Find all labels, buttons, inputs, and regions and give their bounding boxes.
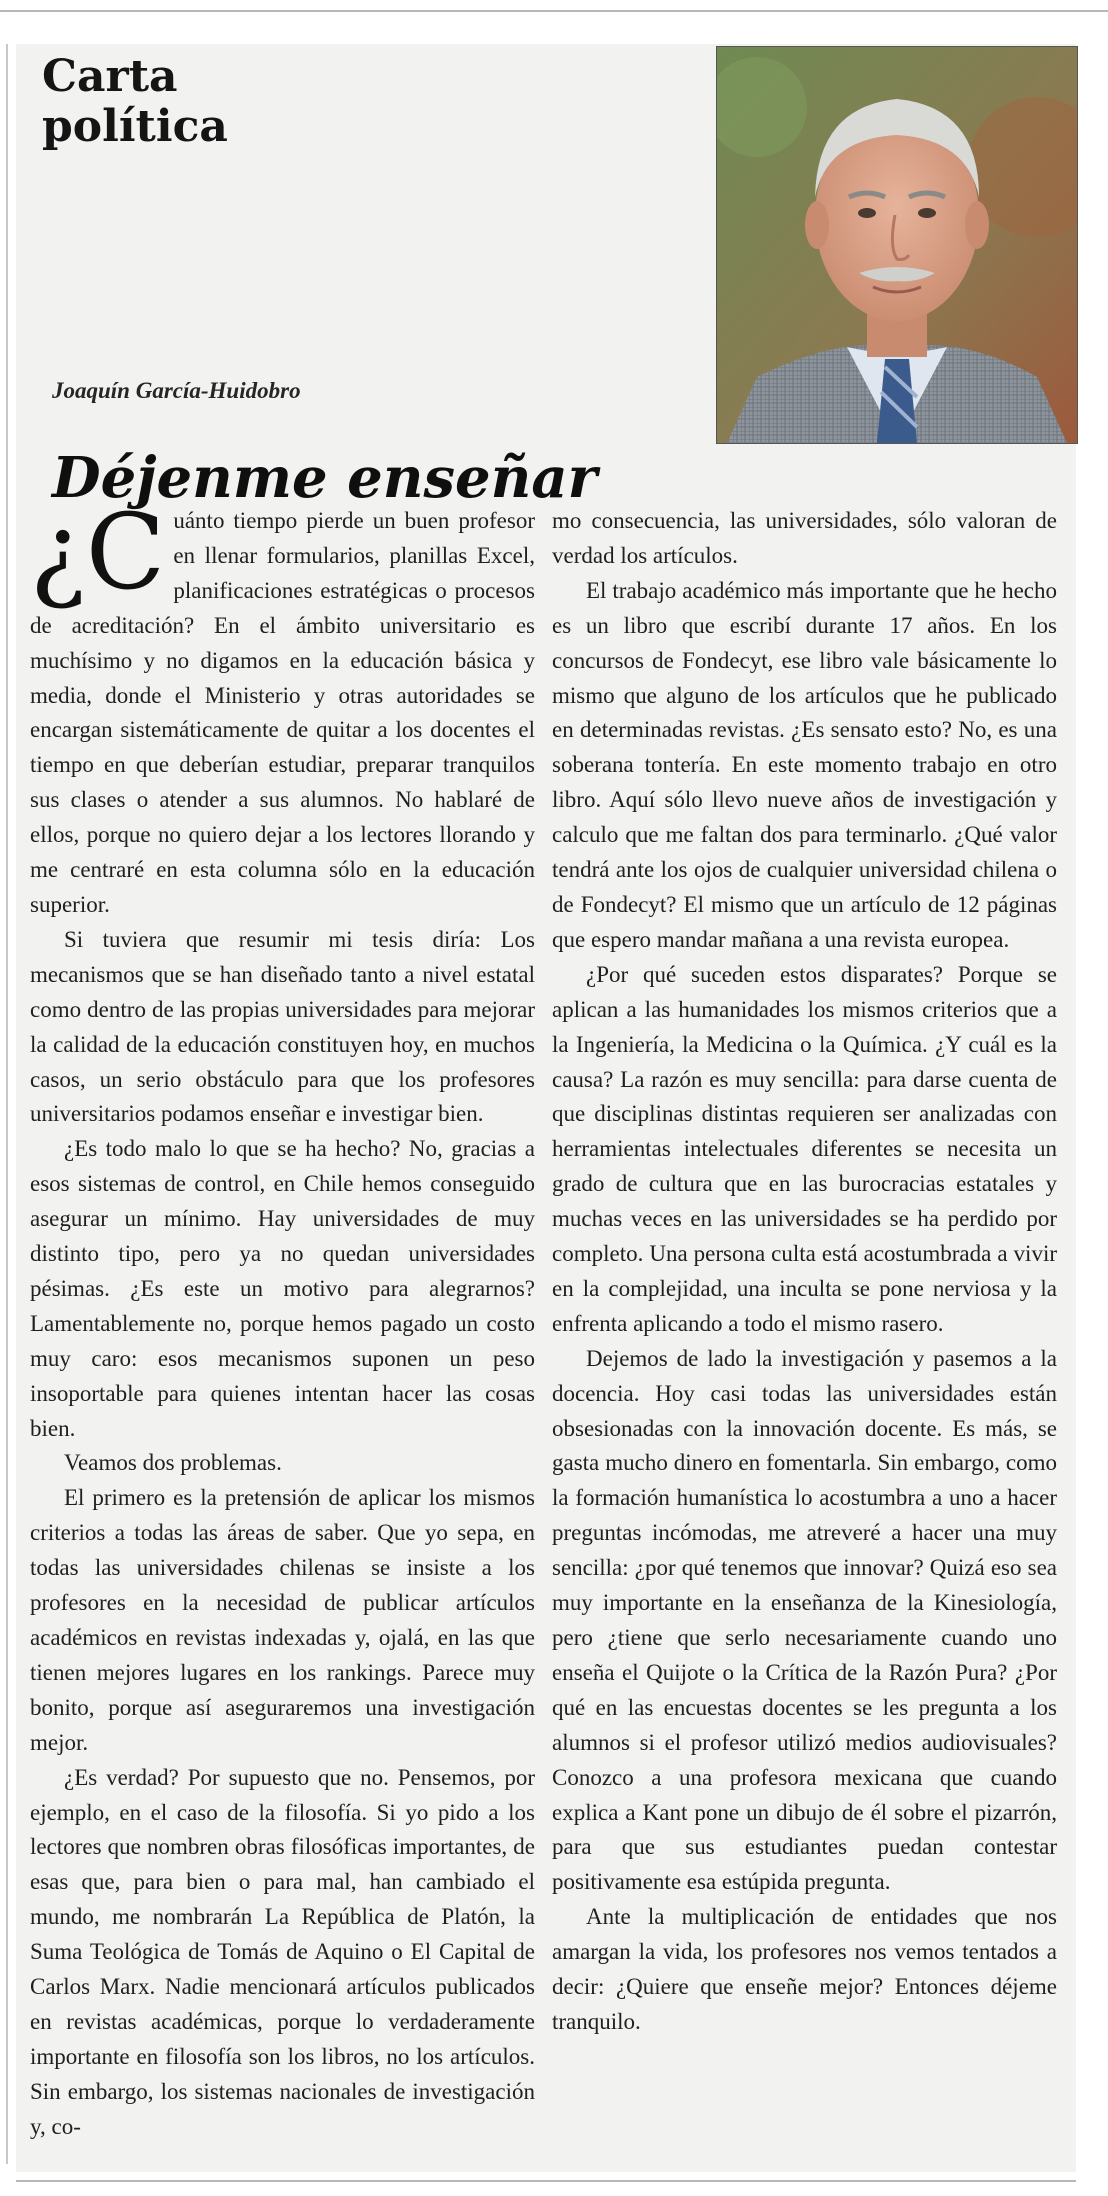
text-column-left: [30, 491, 535, 2145]
text-column-right: [552, 504, 1057, 2040]
paragraph: El trabajo académico más importante que he hecho es un libro que escribí durante 17 años. En los concursos de Fondecyt, ese libro vale básicamente lo mismo que alguno de los artículos que he publicado en determinadas revistas. ¿Es sensato esto? No, es una soberana tontería. En este momento trabajo en otro libro. Aquí sólo llevo nueve años de investigación y calculo que me faltan dos para terminarlo. ¿Qué valor tendrá ante los ojos de cualquier universidad chilena o de Fondecyt? El mismo que un artículo de 12 páginas que espero mandar mañana a una revista europea.: [552, 577, 1057, 952]
section-title: [42, 52, 228, 152]
paragraph: mo consecuencia, las universidades, sólo valoran de verdad los artículos.: [552, 508, 1057, 568]
section-title-line2: política: [42, 101, 228, 152]
paragraph: ¿Por qué suceden estos disparates? Porque se aplican a las humanidades los mismos criterios que a la Ingeniería, la Medicina o la Química. ¿Y cuál es la causa? La razón es muy sencilla: para darse cuenta de que disciplinas distintas requieren ser analizadas con herramientas intelectuales diferentes se necesita un grado de cultura que en las burocracias estatales y muchas veces en las universidades se ha perdido por completo. Una persona culta está acostumbrada a vivir en la complejidad, una inculta se pone nerviosa y la enfrenta aplicando a todo el mismo rasero.: [552, 961, 1057, 1336]
author-byline: Joaquín García-Huidobro: [52, 378, 301, 403]
top-rule: [0, 10, 1108, 12]
article-headline: Déjenme enseñar: [52, 445, 598, 511]
paragraph-text: uánto tiempo pierde un buen profesor en llenar formularios, planillas Excel, planificaciones estratégicas o procesos de acreditación? En el ámbito universitario es muchísimo y no digamos en la educación básica y media, donde el Ministerio y otras autoridades se encargan sistemáticamente de quitar a los docentes el tiempo en que deberían estudiar, preparar tranquilos sus clases o atender a sus alumnos. No hablaré de ellos, porque no quiero dejar a los lectores llorando y me centraré en esta columna sólo en la educación superior.: [30, 508, 535, 917]
paragraph: Veamos dos problemas.: [64, 1450, 282, 1476]
paragraph: Ante la multiplicación de entidades que nos amargan la vida, los profesores nos vemos tentados a decir: ¿Quiere que enseñe mejor? Entonces déjeme tranquilo.: [552, 1904, 1057, 2034]
bottom-rule: [16, 2180, 1076, 2182]
left-rule: [6, 44, 8, 2164]
drop-cap: ¿C: [30, 491, 166, 613]
paragraph: ¿Es todo malo lo que se ha hecho? No, gracias a esos sistemas de control, en Chile hemos conseguido asegurar un mínimo. Hay universidades de muy distinto tipo, pero ya no quedan universidades pésimas. ¿Es este un motivo para alegrarnos? Lamentablemente no, porque hemos pagado un costo muy caro: esos mecanismos suponen un peso insoportable para quienes intentan hacer las cosas bien.: [30, 1136, 535, 1441]
paragraph: Dejemos de lado la investigación y pasemos a la docencia. Hoy casi todas las universidades están obsesionadas con la innovación docente. Es más, se gasta mucho dinero en fomentarla. Sin embargo, como la formación humanística lo acostumbra a uno a hacer preguntas incómodas, me atreveré a hacer una muy sencilla: ¿por qué tenemos que innovar? Quizá eso sea muy importante en la enseñanza de la Kinesiología, pero ¿tiene que serlo necesariamente cuando uno enseña el Quijote o la Crítica de la Razón Pura? ¿Por qué en las encuestas docentes se les pregunta a los alumnos si el profesor utilizó medios audiovisuales? Conozco a una profesora mexicana que cuando explica a Kant pone un dibujo de él sobre el pizarrón, para que sus estudiantes puedan contestar positivamente esa estúpida pregunta.: [552, 1345, 1057, 1895]
section-title-line1: Carta: [42, 51, 178, 102]
paragraph: Si tuviera que resumir mi tesis diría: Los mecanismos que se han diseñado tanto a nivel estatal como dentro de las propias universidades para mejorar la calidad de la educación constituyen hoy, en muchos casos, un serio obstáculo para que los profesores universitarios podamos enseñar e investigar bien.: [30, 926, 535, 1127]
paragraph: El primero es la pretensión de aplicar los mismos criterios a todas las áreas de saber. Que yo sepa, en todas las universidades chilenas se insiste a los profesores en la necesidad de publicar artículos académicos en revistas indexadas y, ojalá, en las que tienen mejores lugares en los rankings. Parece muy bonito, porque así aseguraremos una investigación mejor.: [30, 1485, 535, 1755]
author-photo: [716, 46, 1078, 444]
paragraph: [30, 491, 535, 923]
paragraph: ¿Es verdad? Por supuesto que no. Pensemos, por ejemplo, en el caso de la filosofía. Si yo pido a los lectores que nombren obras filosóficas importantes, de esas que, para bien o para mal, han cambiado el mundo, me nombrarán La República de Platón, la Suma Teológica de Tomás de Aquino o El Capital de Carlos Marx. Nadie mencionará artículos publicados en revistas académicas, porque lo verdaderamente importante en filosofía son los libros, no los artículos. Sin embargo, los sistemas nacionales de investigación y, co-: [30, 1764, 535, 2139]
